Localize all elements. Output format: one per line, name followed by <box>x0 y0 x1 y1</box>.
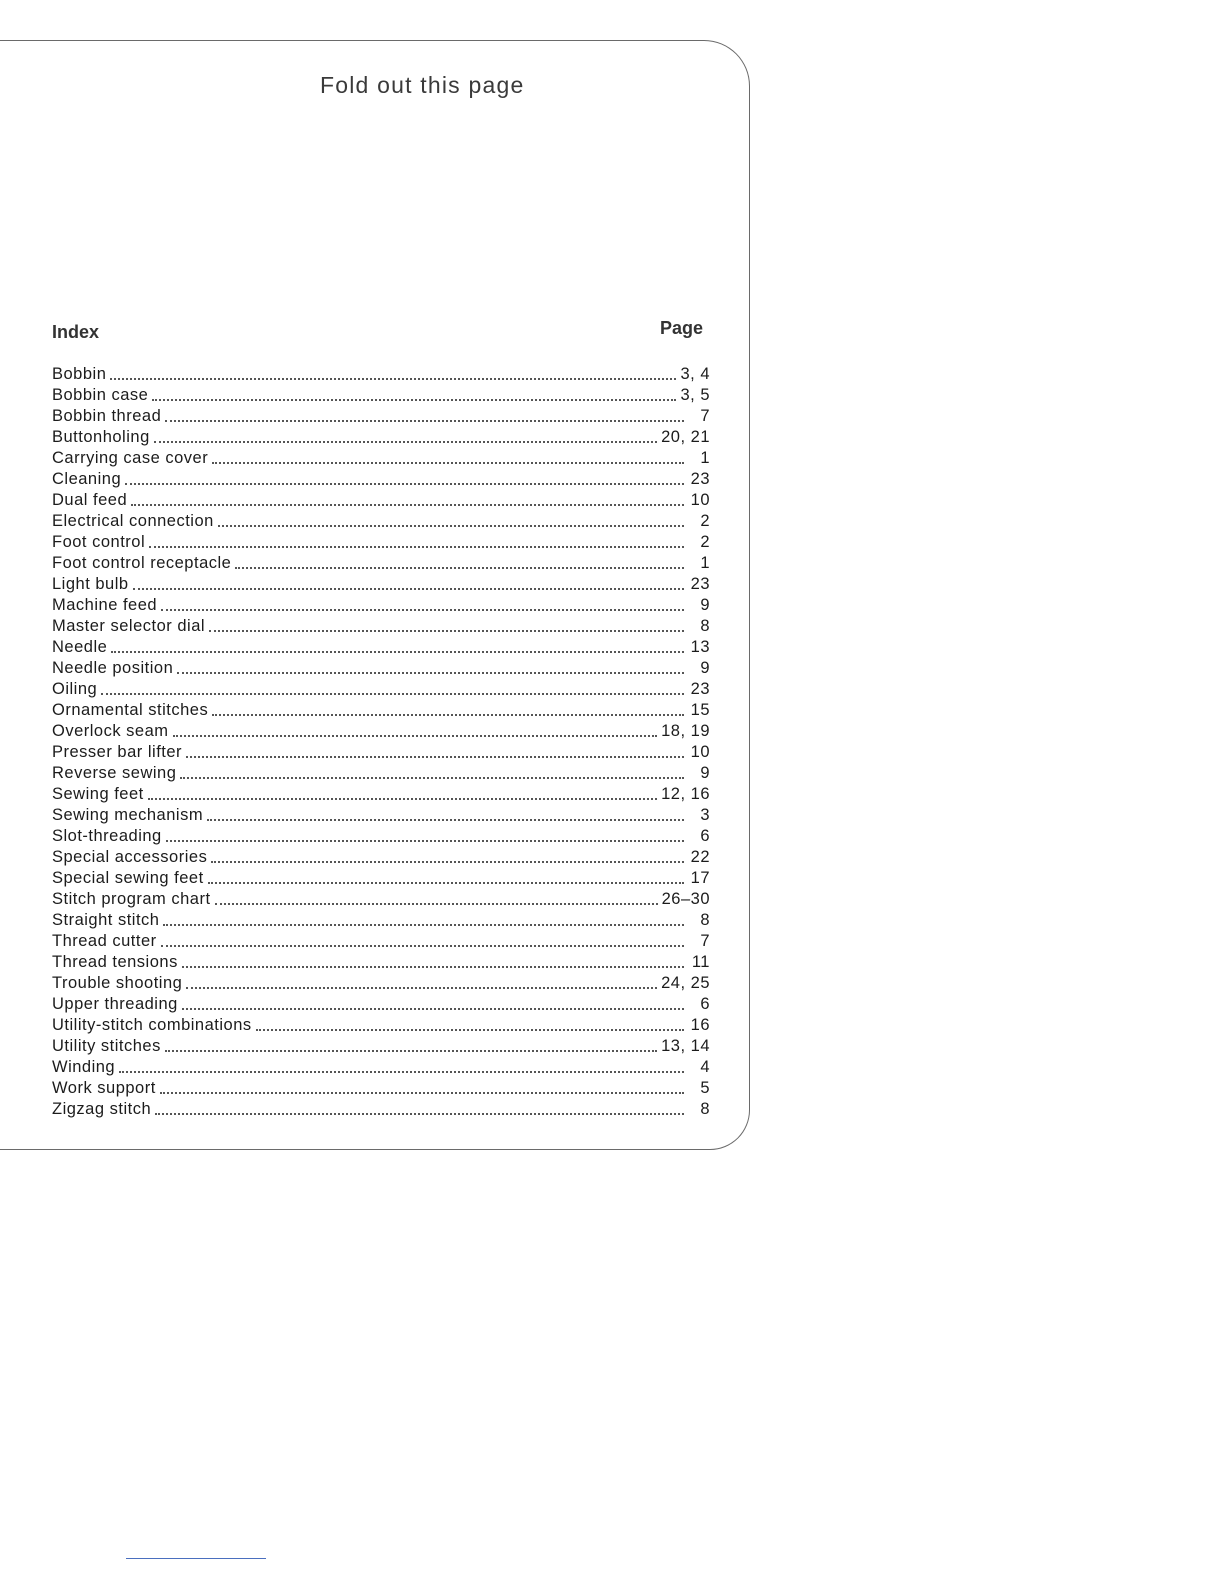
index-entry <box>52 385 710 406</box>
index-entry-term: Winding <box>52 1058 116 1076</box>
index-entry-term: Light bulb <box>52 575 129 593</box>
index-entry-term: Oiling <box>52 680 98 698</box>
index-entry <box>52 700 710 721</box>
index-entry-page: 5 <box>700 1079 710 1097</box>
index-entry <box>52 637 710 658</box>
dot-leader <box>177 672 684 674</box>
index-entry-term: Needle position <box>52 659 174 677</box>
index-entry-page: 10 <box>690 491 710 509</box>
index-entry-page: 6 <box>700 995 710 1013</box>
dot-leader <box>101 693 684 695</box>
dot-leader <box>161 609 684 611</box>
dot-leader <box>163 924 684 926</box>
index-entry <box>52 448 710 469</box>
index-entry-term: Dual feed <box>52 491 128 509</box>
index-entry <box>52 826 710 847</box>
index-entry <box>52 1036 710 1057</box>
dot-leader <box>180 777 684 779</box>
index-entry-term: Electrical connection <box>52 512 214 530</box>
index-entry-term: Straight stitch <box>52 911 160 929</box>
index-entry-term: Buttonholing <box>52 428 150 446</box>
dot-leader <box>186 756 684 758</box>
index-entry-page: 8 <box>700 911 710 929</box>
index-entry-page: 3 <box>700 806 710 824</box>
index-entry-term: Work support <box>52 1079 156 1097</box>
dot-leader <box>182 1008 684 1010</box>
dot-leader <box>165 1050 657 1052</box>
dot-leader <box>218 525 684 527</box>
dot-leader <box>161 945 684 947</box>
dot-leader <box>173 735 658 737</box>
index-entry-page: 23 <box>690 680 710 698</box>
index-entry <box>52 490 710 511</box>
index-entry <box>52 532 710 553</box>
dot-leader <box>154 441 657 443</box>
index-entry-page: 9 <box>700 764 710 782</box>
dot-leader <box>208 882 684 884</box>
index-entry-term: Slot-threading <box>52 827 162 845</box>
dot-leader <box>186 987 657 989</box>
index-entry-term: Overlock seam <box>52 722 169 740</box>
index-entry-term: Sewing mechanism <box>52 806 204 824</box>
index-entry-page: 15 <box>690 701 710 719</box>
index-entry <box>52 511 710 532</box>
index-entry-page: 16 <box>690 1016 710 1034</box>
index-entry-page: 11 <box>691 953 710 971</box>
index-entry <box>52 973 710 994</box>
index-entry-page: 13 <box>690 638 710 656</box>
index-entry-page: 3, 5 <box>680 386 710 404</box>
index-entry-term: Sewing feet <box>52 785 144 803</box>
index-entry-page: 8 <box>700 617 710 635</box>
dot-leader <box>256 1029 684 1031</box>
index-entry-term: Thread cutter <box>52 932 157 950</box>
index-entry-term: Foot control <box>52 533 146 551</box>
index-entry-page: 23 <box>690 575 710 593</box>
dot-leader <box>149 546 684 548</box>
dot-leader <box>155 1113 684 1115</box>
dot-leader <box>166 840 684 842</box>
dot-leader <box>211 861 684 863</box>
dot-leader <box>133 588 684 590</box>
index-entry-term: Bobbin thread <box>52 407 162 425</box>
dot-leader <box>212 462 684 464</box>
dot-leader <box>160 1092 684 1094</box>
dot-leader <box>111 651 684 653</box>
dot-leader <box>209 630 684 632</box>
index-entry-page: 13, 14 <box>661 1037 710 1055</box>
index-entry-term: Thread tensions <box>52 953 178 971</box>
index-entry-term: Presser bar lifter <box>52 743 183 761</box>
index-entry <box>52 931 710 952</box>
index-entry <box>52 553 710 574</box>
index-entry-page: 12, 16 <box>661 785 710 803</box>
index-entry-term: Reverse sewing <box>52 764 177 782</box>
index-entry <box>52 847 710 868</box>
dot-leader <box>148 798 657 800</box>
index-entry <box>52 616 710 637</box>
index-entry-page: 2 <box>700 533 710 551</box>
index-entry-page: 9 <box>700 596 710 614</box>
index-entry-page: 18, 19 <box>661 722 710 740</box>
index-entry <box>52 1078 710 1099</box>
index-entry <box>52 364 710 385</box>
index-entry-term: Zigzag stitch <box>52 1100 152 1118</box>
page-column-heading: Page <box>660 318 704 338</box>
index-heading: Index <box>52 322 100 342</box>
index-entry <box>52 763 710 784</box>
dot-leader <box>235 567 684 569</box>
index-entry-page: 17 <box>690 869 710 887</box>
dot-leader <box>212 714 684 716</box>
index-entry <box>52 427 710 448</box>
index-entry-page: 24, 25 <box>661 974 710 992</box>
dot-leader <box>110 378 676 380</box>
index-entry-term: Stitch program chart <box>52 890 211 908</box>
index-entry-page: 2 <box>700 512 710 530</box>
index-entry <box>52 994 710 1015</box>
index-entry <box>52 1057 710 1078</box>
index-entry-term: Machine feed <box>52 596 158 614</box>
index-entry <box>52 805 710 826</box>
index-entry-page: 3, 4 <box>680 365 710 383</box>
dot-leader <box>131 504 684 506</box>
index-entry-term: Needle <box>52 638 108 656</box>
index-entry <box>52 1015 710 1036</box>
index-entry-term: Trouble shooting <box>52 974 183 992</box>
index-entry <box>52 595 710 616</box>
index-entry <box>52 952 710 973</box>
index-entry-term: Upper threading <box>52 995 178 1013</box>
index-entry <box>52 742 710 763</box>
index-entry-term: Master selector dial <box>52 617 206 635</box>
index-entry-page: 1 <box>700 449 710 467</box>
index-entry <box>52 658 710 679</box>
dot-leader <box>152 399 676 401</box>
dot-leader <box>165 420 684 422</box>
index-entry-page: 23 <box>690 470 710 488</box>
index-entry-page: 7 <box>700 932 710 950</box>
index-entry-page: 22 <box>690 848 710 866</box>
index-entry-page: 7 <box>700 407 710 425</box>
index-entry <box>52 1099 710 1120</box>
index-entry-term: Bobbin <box>52 365 107 383</box>
index-entry <box>52 469 710 490</box>
index-list <box>52 364 710 1120</box>
index-entry <box>52 889 710 910</box>
index-entry-page: 26–30 <box>661 890 710 908</box>
bottom-rule <box>126 1558 266 1559</box>
index-entry-page: 1 <box>700 554 710 572</box>
index-entry-term: Utility stitches <box>52 1037 161 1055</box>
index-entry-term: Foot control receptacle <box>52 554 232 572</box>
index-entry <box>52 868 710 889</box>
index-entry-page: 9 <box>700 659 710 677</box>
index-entry-term: Utility-stitch combinations <box>52 1016 252 1034</box>
fold-out-title: Fold out this page <box>320 72 525 98</box>
index-entry <box>52 574 710 595</box>
dot-leader <box>125 483 684 485</box>
dot-leader <box>119 1071 684 1073</box>
index-entry-term: Cleaning <box>52 470 122 488</box>
dot-leader <box>207 819 684 821</box>
index-entry <box>52 910 710 931</box>
index-entry-term: Bobbin case <box>52 386 149 404</box>
index-entry-page: 6 <box>700 827 710 845</box>
index-entry <box>52 679 710 700</box>
index-entry-term: Special accessories <box>52 848 208 866</box>
index-entry <box>52 406 710 427</box>
index-entry-term: Special sewing feet <box>52 869 204 887</box>
index-entry-page: 20, 21 <box>661 428 710 446</box>
index-entry-page: 10 <box>690 743 710 761</box>
index-entry-page: 8 <box>700 1100 710 1118</box>
dot-leader <box>215 903 658 905</box>
index-entry <box>52 721 710 742</box>
dot-leader <box>182 966 684 968</box>
index-entry-term: Carrying case cover <box>52 449 209 467</box>
index-entry-page: 4 <box>700 1058 710 1076</box>
index-entry-term: Ornamental stitches <box>52 701 209 719</box>
index-entry <box>52 784 710 805</box>
